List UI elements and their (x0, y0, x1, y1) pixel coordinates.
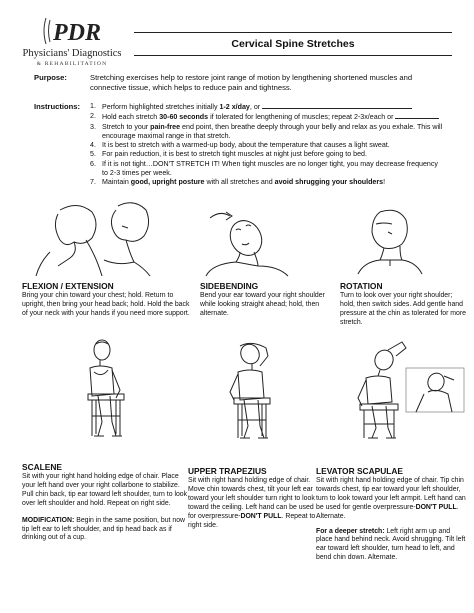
company-logo (8, 14, 136, 72)
section-text: Bend your ear toward your right shoulder while looking straight ahead; hold, then alternate. (200, 292, 325, 317)
instruction-item: 2. Hold each stretch 30-60 seconds if tolerated for lengthening of muscles; repeat 2-3x/each or (90, 112, 445, 122)
deeper-stretch-text: For a deeper stretch: Left right arm up and place hand behind neck. Avoid shrugging. Tilt left ear toward left shoulder, turn head to left, and bend chin down. Alternate. (316, 527, 466, 562)
section-text: Sit with right hand holding edge of chair. Move chin towards chest, tilt your left ear toward your left shoulder turn right to look toward the ceiling. Left hand can be used for overpressure-DON'T PULL. Repeat to right side. (188, 477, 316, 529)
instruction-item: 4. It is best to stretch with a warmed-up body, about the temperature that causes a light sweat. (90, 141, 390, 150)
section-heading: SCALENE (22, 462, 63, 472)
upper-trapezius-illustration (214, 340, 288, 444)
section-heading: SIDEBENDING (200, 281, 259, 291)
flexion-extension-section (22, 281, 192, 319)
instruction-item: 5. For pain reduction, it is best to stretch tight muscles at night just before going to bed. (90, 150, 367, 159)
brand-name: Physicians' Diagnostics (22, 48, 122, 59)
flexion-extension-illustration (30, 196, 160, 278)
instruction-item: 6. If it is not tight…DON'T STRETCH IT! When tight muscles are no longer tight, you may decrease frequency to 2-3 times per week. (90, 159, 438, 178)
instructions-list (90, 102, 445, 188)
rotation-section (340, 281, 466, 328)
rotation-illustration (354, 206, 424, 276)
section-text: Sit with right hand holding edge of chair. Tip chin towards chest, tip ear toward your left shoulder, turn to look toward your left armpit. Left hand can be used for gentle overpressure-DON'T PULL. Alternate. (316, 477, 466, 520)
levator-scapulae-illustration (344, 338, 466, 442)
instruction-item: 1. Perform highlighted stretches initially 1-2 x/day, or (90, 102, 445, 112)
pdr-logo-mark-icon (42, 14, 104, 48)
section-text: Sit with your right hand holding edge of chair. Place your left hand over your right collarbone to stabilize. Pull chin back, tip ear toward left shoulder, turn to look over left shoulder and hold. Repeat on right side. (22, 473, 188, 507)
instructions-label: Instructions: (34, 102, 80, 111)
section-heading: FLEXION / EXTENSION (22, 281, 114, 291)
fill-in-blank[interactable] (395, 112, 439, 119)
logo-letters: PDR (53, 20, 101, 46)
page-title: Cervical Spine Stretches (231, 38, 355, 50)
scalene-section (22, 462, 188, 543)
purpose-label: Purpose: (34, 73, 67, 82)
fill-in-blank[interactable] (262, 102, 412, 109)
instruction-item: 3. Stretch to your pain-free end point, then breathe deeply through your belly and relax as you exhale. This will encourage maximal range in that stretch. (90, 122, 443, 140)
section-heading: LEVATOR SCAPULAE (316, 466, 404, 476)
sidebending-section (200, 281, 340, 319)
levator-scapulae-section (316, 466, 466, 563)
instruction-item: 7. Maintain good, upright posture with all stretches and avoid shrugging your shoulders! (90, 178, 386, 187)
modification-text: MODIFICATION: Begin in the same position, but now tip left ear to left shoulder, and tip head back as if drinking out of a cup. (22, 516, 186, 542)
page-title-bar (134, 32, 452, 56)
section-text: Turn to look over your right shoulder; hold, then switch sides. Add gentle hand pressure at the chin as tolerated for more stretch. (340, 292, 467, 326)
scalene-illustration (72, 338, 138, 444)
brand-subtitle: & REHABILITATION (36, 61, 108, 67)
upper-trapezius-section (188, 466, 316, 530)
section-text: Bring your chin toward your chest; hold. Return to upright, then bring your head back; hold. Hold the back of your neck with your hands if you need more support. (22, 292, 190, 317)
section-heading: ROTATION (340, 281, 383, 291)
sidebending-illustration (196, 204, 296, 278)
purpose-text: Stretching exercises help to restore joint range of motion by lengthening shortened muscles and connective tissue, which helps to reduce pain and tightness. (90, 73, 413, 92)
section-heading: UPPER TRAPEZIUS (188, 466, 267, 476)
